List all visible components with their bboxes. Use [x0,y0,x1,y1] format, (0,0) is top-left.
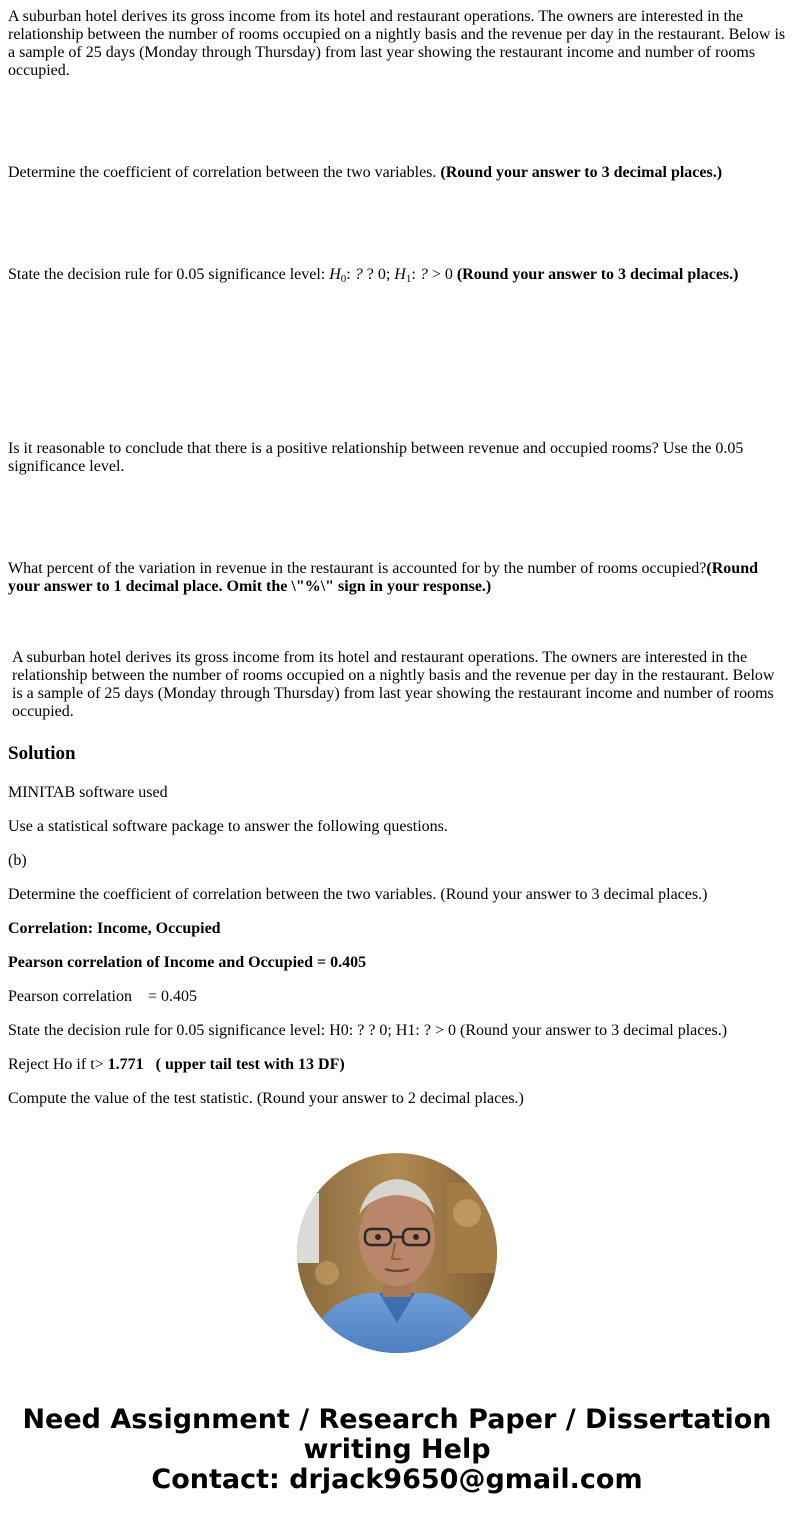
solution-reject-prefix: Reject Ho if t> [8,1056,108,1073]
question-rule-prefix: State the decision rule for 0.05 significance level: [8,266,330,283]
question-correlation [8,164,788,182]
question-rule-rounding: (Round your answer to 3 decimal places.) [456,266,739,283]
promo-contact: Contact: drjack9650@gmail.com [151,1464,643,1495]
question-repeat-box: A suburban hotel derives its gross income from its hotel and restaurant operations. The owners are interested in the relationship between the number of rooms occupied on a nightly basis and the revenue per day in the restaurant. Below is a sample of 25 days (Monday through Thursday) from last year showing the restaurant income and number of rooms occupied. [12,649,775,720]
question-rule-sub0: 0 [340,273,347,285]
solution-rule-question: State the decision rule for 0.05 significance level: H0: ? ? 0; H1: ? > 0 (Round your answer to 3 decimal places.) [8,1022,728,1039]
promo-line-2: writing Help [303,1434,491,1465]
question-rule-h1: H [394,266,406,283]
question-rule-mid1: : [346,266,355,283]
question-rule-end: > 0 [427,266,457,283]
question-correlation-text: Determine the coefficient of correlation between the two variables. [8,164,441,181]
solution-reject-rule [8,1056,788,1074]
solution-correlation-question: Determine the coefficient of correlation between the two variables. (Round your answer to 3 decimal places.) [8,886,708,903]
solution-pearson-plain: Pearson correlation = 0.405 [8,988,197,1005]
solution-part-b: (b) [8,852,27,869]
question-rule-mid2: ? 0; [362,266,395,283]
author-avatar [297,1153,497,1353]
solution-heading: Solution [8,743,76,764]
solution-reject-value: 1.771 ( upper tail test with 13 DF) [107,1056,345,1073]
question-percent-rounding: (Round your answer to 1 decimal place. Omit the \"%\" sign in your response.) [8,560,758,595]
question-intro: A suburban hotel derives its gross income from its hotel and restaurant operations. The owners are interested in the relationship between the number of rooms occupied on a nightly basis and the revenue per day in the restaurant. Below is a sample of 25 days (Monday through Thursday) from last year showing the restaurant income and number of rooms occupied. [8,8,786,79]
question-percent-text: What percent of the variation in revenue in the restaurant is accounted for by the number of rooms occupied? [8,560,707,577]
solution-pearson-bold: Pearson correlation of Income and Occupied = 0.405 [8,954,367,971]
question-rule-h0: H [329,266,341,283]
question-rule-sub1: 1 [405,273,412,285]
question-positive-relationship: Is it reasonable to conclude that there is a positive relationship between revenue and occupied rooms? Use the 0.05 significance level. [8,440,744,475]
question-rule-q2: ? [419,266,428,283]
solution-test-stat-question: Compute the value of the test statistic. (Round your answer to 2 decimal places.) [8,1090,524,1107]
question-correlation-rounding: (Round your answer to 3 decimal places.) [440,164,723,181]
question-rule-mid3: : [411,266,420,283]
question-percent-variation [8,560,788,596]
solution-software: MINITAB software used [8,784,168,801]
solution-correlation-title: Correlation: Income, Occupied [8,920,221,937]
author-portrait-icon [297,1153,497,1353]
question-rule-q1: ? [354,266,363,283]
promo-line-1: Need Assignment / Research Paper / Dissertation [22,1404,772,1435]
solution-instruction: Use a statistical software package to answer the following questions. [8,818,448,835]
question-decision-rule [8,266,788,284]
